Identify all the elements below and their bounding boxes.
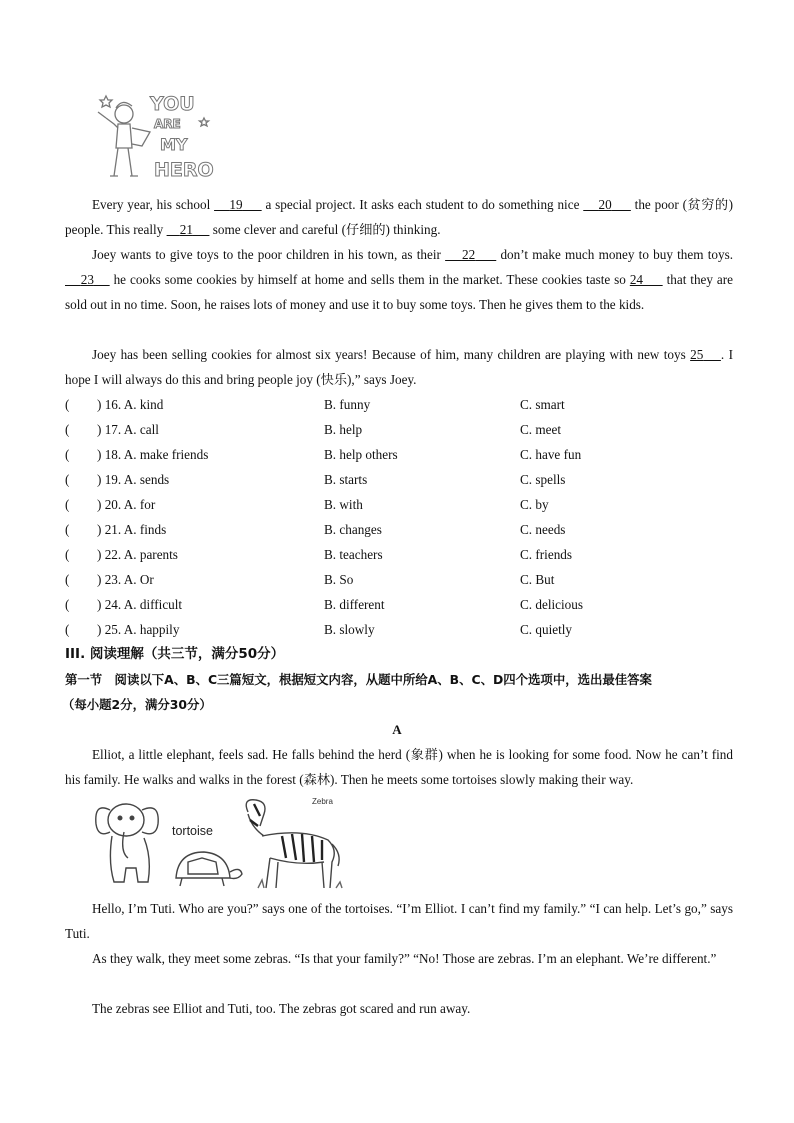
option-a: ) 22. A. parents bbox=[97, 547, 178, 562]
question-row-18 bbox=[65, 442, 733, 467]
section-instructions: 第一节 阅读以下A、B、C三篇短文，根据短文内容，从题中所给A、B、C、D四个选项中，选出最佳答案 bbox=[65, 672, 652, 687]
elephant-body bbox=[110, 836, 149, 882]
answer-paren: ( bbox=[65, 447, 70, 462]
reading-paragraph-2: Hello, I’m Tuti. Who are you?” says one of the tortoises. “I’m Elliot. I can’t find my family.” “I can help. Let’s go,” says Tuti. bbox=[65, 901, 733, 941]
answer-paren: ( bbox=[65, 622, 70, 637]
elephant-eye-left bbox=[118, 816, 122, 820]
option-a: ) 21. A. finds bbox=[97, 522, 167, 537]
question-row-23 bbox=[65, 567, 733, 592]
blank-25: 25 bbox=[690, 347, 704, 362]
option-b: B. with bbox=[324, 497, 363, 512]
cloze-paragraph-2: Joey wants to give toys to the poor children in his town, as their 22 don’t make much money to buy them toys. 23 he cooks some cookies by himself at home and sells them in the market. These cookies taste so 24 that they are sold out in no time. Soon, he raises lots of money and use it to buy some toys. Then he gives them to the kids. bbox=[65, 247, 734, 312]
option-c: C. needs bbox=[520, 522, 566, 537]
blank-20: 20 bbox=[598, 197, 612, 212]
zebra-label: Zebra bbox=[312, 797, 333, 806]
question-row-16 bbox=[65, 392, 733, 417]
blank-19: 19 bbox=[229, 197, 243, 212]
option-a: ) 18. A. make friends bbox=[97, 447, 209, 462]
question-row-21 bbox=[65, 517, 733, 542]
blank-23: 23 bbox=[80, 272, 94, 287]
hero-text-my: MY bbox=[160, 135, 188, 154]
option-c: C. spells bbox=[520, 472, 566, 487]
question-row-22 bbox=[65, 542, 733, 567]
tortoise-legs bbox=[180, 878, 224, 886]
answer-paren: ( bbox=[65, 472, 70, 487]
option-b: B. teachers bbox=[324, 547, 383, 562]
blank-22: 22 bbox=[461, 247, 476, 262]
option-b: B. help others bbox=[324, 447, 398, 462]
option-a: ) 24. A. difficult bbox=[97, 597, 183, 612]
cloze-paragraph-3: Joey has been selling cookies for almost six years! Because of him, many children are playing with new toys 25 . I hope I will always do this and bring people joy (快乐),” says Joey. bbox=[65, 347, 733, 387]
option-c: C. delicious bbox=[520, 597, 584, 612]
option-a: ) 17. A. call bbox=[97, 422, 159, 437]
option-a: ) 19. A. sends bbox=[97, 472, 170, 487]
option-b: B. So bbox=[324, 572, 354, 587]
option-c: C. quietly bbox=[520, 622, 573, 637]
reading-paragraph-1: Elliot, a little elephant, feels sad. He falls behind the herd (象群) when he is looking for some food. Now he can’t find his family. He walks and walks in the forest (森林). Then he meets some tortoises slowly making their way. bbox=[65, 747, 733, 787]
option-c: C. But bbox=[520, 572, 555, 587]
question-row-20 bbox=[65, 492, 733, 517]
elephant-tortoise-zebra-illustration bbox=[92, 792, 352, 896]
elephant-head bbox=[108, 804, 144, 836]
option-c: C. smart bbox=[520, 397, 565, 412]
question-row-24 bbox=[65, 592, 733, 617]
hero-text-are: ARE bbox=[154, 117, 181, 131]
passage-letter: A bbox=[392, 722, 402, 737]
question-row-17 bbox=[65, 417, 733, 442]
answer-paren: ( bbox=[65, 547, 70, 562]
zebra-head bbox=[246, 800, 265, 826]
elephant-eye-right bbox=[130, 816, 134, 820]
answer-paren: ( bbox=[65, 397, 70, 412]
reading-paragraph-4: The zebras see Elliot and Tuti, too. The zebras got scared and run away. bbox=[92, 1001, 471, 1016]
zebra-body bbox=[262, 833, 334, 888]
option-a: ) 23. A. Or bbox=[97, 572, 154, 587]
answer-paren: ( bbox=[65, 497, 70, 512]
option-b: B. funny bbox=[324, 397, 371, 412]
tortoise-label: tortoise bbox=[172, 824, 213, 838]
cloze-paragraph-1: Every year, his school 19 a special project. It asks each student to do something nice 20 the poor (贫穷的) people. This really 21 some clever and careful (仔细的) thinking. bbox=[65, 197, 734, 237]
answer-paren: ( bbox=[65, 522, 70, 537]
you-are-my-hero-illustration bbox=[92, 88, 216, 184]
blank-24: 24 bbox=[629, 272, 643, 287]
answer-paren: ( bbox=[65, 422, 70, 437]
hero-text-hero: HERO bbox=[154, 159, 214, 181]
option-b: B. slowly bbox=[324, 622, 375, 637]
tortoise-shell-pattern bbox=[188, 858, 218, 874]
option-a: ) 16. A. kind bbox=[97, 397, 164, 412]
option-b: B. different bbox=[324, 597, 385, 612]
answer-paren: ( bbox=[65, 597, 70, 612]
option-c: C. meet bbox=[520, 422, 562, 437]
option-a: ) 20. A. for bbox=[97, 497, 156, 512]
reading-paragraph-3: As they walk, they meet some zebras. “Is that your family?” “No! Those are zebras. I’m an elephant. We’re different.” bbox=[92, 951, 717, 966]
option-c: C. friends bbox=[520, 547, 573, 562]
option-b: B. changes bbox=[324, 522, 382, 537]
option-c: C. by bbox=[520, 497, 549, 512]
hero-text-you: YOU bbox=[150, 93, 195, 115]
tortoise-head bbox=[230, 869, 242, 878]
option-b: B. starts bbox=[324, 472, 368, 487]
question-row-25 bbox=[65, 617, 733, 642]
question-row-19 bbox=[65, 467, 733, 492]
option-b: B. help bbox=[324, 422, 363, 437]
section-title: III. 阅读理解（共三节，满分50分） bbox=[65, 646, 285, 662]
option-a: ) 25. A. happily bbox=[97, 622, 180, 637]
section-scoring: （每小题2分，满分30分） bbox=[62, 697, 212, 712]
answer-paren: ( bbox=[65, 572, 70, 587]
option-c: C. have fun bbox=[520, 447, 582, 462]
blank-21: 21 bbox=[179, 222, 193, 237]
